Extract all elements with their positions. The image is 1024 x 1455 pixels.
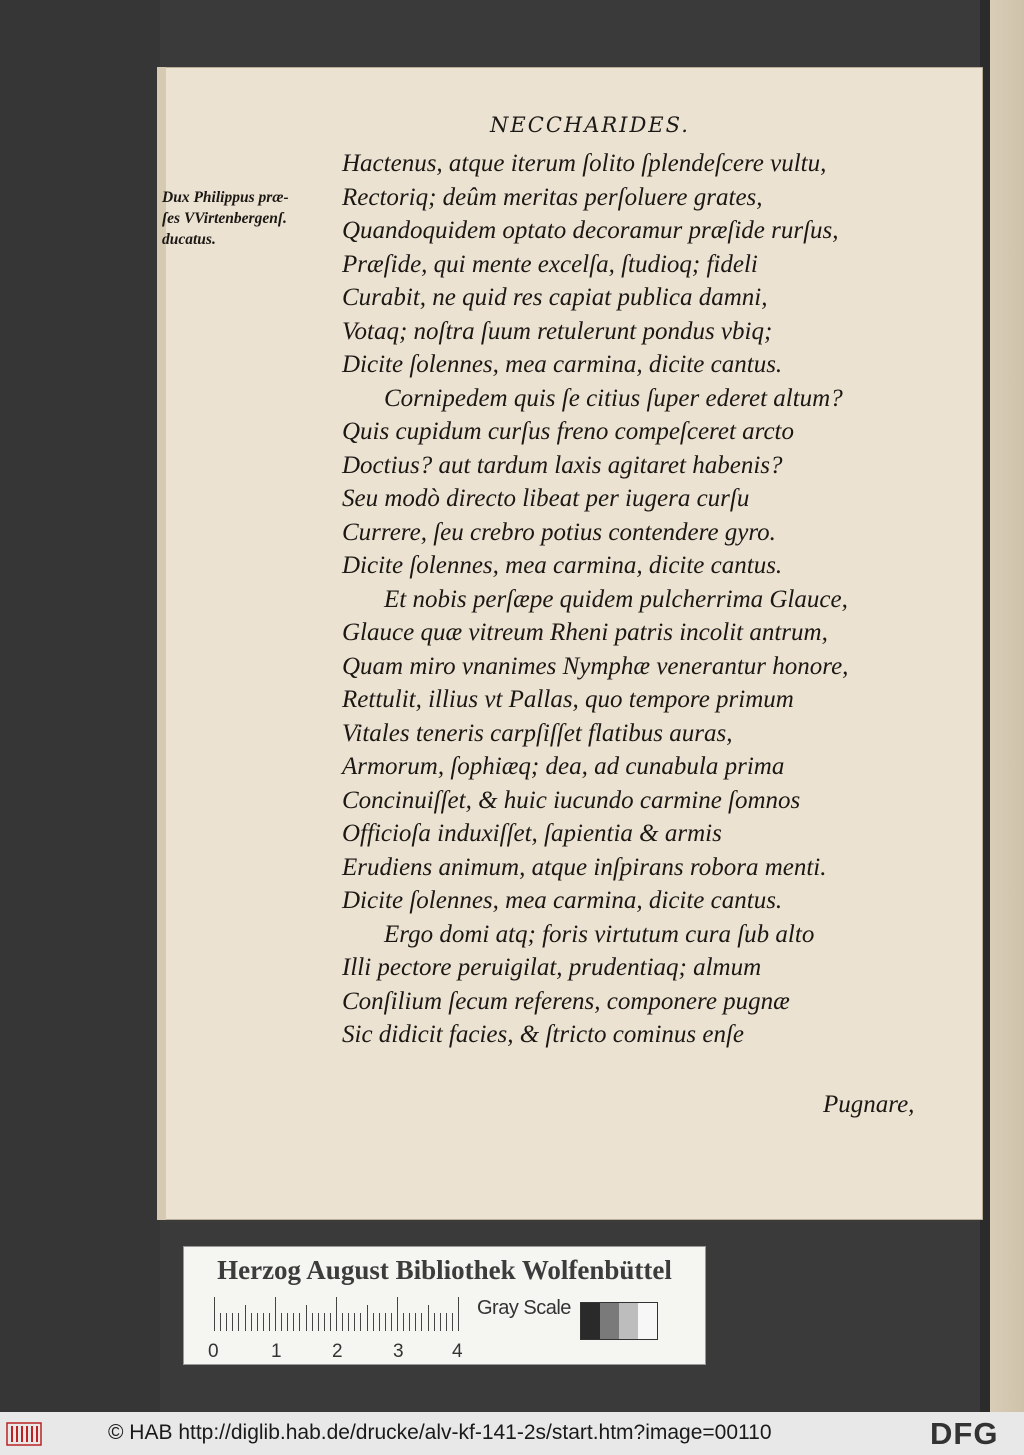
ruler-tick [220, 1313, 221, 1331]
book-page [157, 67, 983, 1220]
ruler-tick [330, 1313, 331, 1331]
verse-line: Currere, ſeu crebro potius contendere gyro. [342, 518, 776, 546]
ruler-tick [360, 1313, 361, 1331]
ruler-tick [403, 1313, 404, 1331]
verse-block [342, 147, 962, 1052]
verse-line: Cornipedem quis ſe citius ſuper ederet altum? [384, 384, 843, 412]
ruler-tick [367, 1305, 368, 1331]
verse-line: Dicite ſolennes, mea carmina, dicite cantus. [342, 887, 783, 914]
verse-line: Seu modò directo libeat per iugera curſu [342, 485, 750, 512]
verse-line: Rectoriq; deûm meritas perſoluere grates, [342, 183, 763, 211]
viewer-footer [0, 1412, 1024, 1455]
verse-line: Conſilium ſecum referens, componere pugnæ [342, 987, 790, 1015]
verse-line: Ergo domi atq; foris virtutum cura ſub alto [384, 920, 815, 948]
ruler-tick [226, 1313, 227, 1331]
ruler-tick [446, 1313, 447, 1331]
ruler-tick [452, 1313, 453, 1331]
ruler-tick [379, 1313, 380, 1331]
ruler-tick [275, 1297, 276, 1331]
ruler-tick [415, 1313, 416, 1331]
verse-line: Et nobis perſæpe quidem pulcherrima Glauce, [384, 585, 848, 613]
library-name: Herzog August Bibliothek Wolfenbüttel [217, 1255, 672, 1285]
verse-line: Armorum, ſophiæq; dea, ad cunabula prima [342, 753, 785, 780]
ruler-number: 1 [271, 1341, 282, 1362]
marginal-note-line: ducatus. [162, 231, 216, 248]
ruler-number: 2 [332, 1341, 343, 1362]
ruler-number: 4 [452, 1341, 463, 1362]
verse-line: Præſide, qui mente excelſa, ſtudioq; fideli [342, 250, 758, 278]
verse-line: Erudiens animum, atque inſpirans robora menti. [342, 853, 827, 881]
verse-line: Curabit, ne quid res capiat publica damni, [342, 284, 768, 311]
ruler-tick [318, 1313, 319, 1331]
ruler-tick [238, 1313, 239, 1331]
ruler-tick [354, 1313, 355, 1331]
gray-patch [581, 1303, 600, 1339]
ruler-tick [428, 1305, 429, 1331]
marginal-note [162, 187, 347, 250]
ruler-tick [306, 1305, 307, 1331]
ruler-tick [293, 1313, 294, 1331]
ruler-number: 3 [393, 1341, 404, 1362]
ruler-tick [409, 1313, 410, 1331]
ruler-tick [281, 1313, 282, 1331]
verse-line: Vitales teneris carpſiſſet flatibus auras, [342, 719, 733, 747]
ruler-number: 0 [208, 1341, 219, 1362]
ruler-tick [251, 1313, 252, 1331]
verse-line: Sic didicit facies, & ſtricto cominus enſe [342, 1021, 745, 1048]
ruler-tick [257, 1313, 258, 1331]
verse-line: Dicite ſolennes, mea carmina, dicite cantus. [342, 351, 783, 378]
ruler-tick [263, 1313, 264, 1331]
ruler-tick [421, 1313, 422, 1331]
verse-line: Votaq; noſtra ſuum retulerunt pondus vbiq; [342, 317, 773, 345]
ruler-tick [245, 1305, 246, 1331]
ruler-tick [324, 1313, 325, 1331]
ruler-tick [348, 1313, 349, 1331]
marginal-note-line: Dux Philippus præ- [162, 189, 289, 206]
verse-line: Quam miro vnanimes Nymphæ venerantur honore, [342, 652, 849, 680]
hab-logo-icon [6, 1420, 42, 1448]
ruler-tick [385, 1313, 386, 1331]
marginal-note-line: ſes VVirtenbergenſ. [162, 210, 287, 227]
gray-scale-label: Gray Scale [477, 1297, 571, 1319]
gray-patch [638, 1303, 657, 1339]
catchword: Pugnare, [823, 1091, 915, 1118]
ruler-tick [397, 1297, 398, 1331]
scan-background-left [0, 0, 160, 1412]
ruler-tick [336, 1297, 337, 1331]
verse-line: Rettulit, illius vt Pallas, quo tempore primum [342, 686, 794, 713]
running-head: NECCHARIDES. [490, 113, 690, 137]
verse-line: Concinuiſſet, & huic iucundo carmine ſomnos [342, 786, 801, 814]
verse-line: Glauce quæ vitreum Rheni patris incolit antrum, [342, 619, 828, 646]
ruler-tick [391, 1313, 392, 1331]
copyright-url[interactable]: © HAB http://diglib.hab.de/drucke/alv-kf-141-2s/start.htm?image=00110 [108, 1421, 772, 1444]
verse-line: Illi pectore peruigilat, prudentiaq; almum [342, 954, 762, 981]
verse-line: Quandoquidem optato decoramur præſide rurſus, [342, 217, 839, 244]
ruler-tick [440, 1313, 441, 1331]
ruler-tick [312, 1313, 313, 1331]
verse-line: Doctius? aut tardum laxis agitaret habenis? [342, 451, 783, 479]
ruler-tick [269, 1313, 270, 1331]
ruler-tick [232, 1313, 233, 1331]
ruler-tick [214, 1297, 215, 1331]
verse-line: Dicite ſolennes, mea carmina, dicite cantus. [342, 552, 783, 579]
gray-scale-patches [580, 1302, 658, 1340]
ruler-scale [214, 1297, 464, 1331]
verse-line: Hactenus, atque iterum ſolito ſplendeſcere vultu, [342, 150, 827, 177]
ruler-tick [287, 1313, 288, 1331]
verse-line: Officioſa induxiſſet, ſapientia & armis [342, 820, 722, 847]
next-page-edge [980, 0, 1024, 1412]
dfg-logo: DFG [930, 1416, 999, 1451]
ruler-tick [373, 1313, 374, 1331]
ruler-tick [434, 1313, 435, 1331]
ruler-tick [299, 1313, 300, 1331]
ruler-tick [458, 1297, 459, 1331]
verse-line: Quis cupidum curſus freno compeſceret arcto [342, 418, 794, 445]
ruler-tick [342, 1313, 343, 1331]
gray-patch [600, 1303, 619, 1339]
color-target-card [183, 1246, 706, 1365]
gray-patch [619, 1303, 638, 1339]
